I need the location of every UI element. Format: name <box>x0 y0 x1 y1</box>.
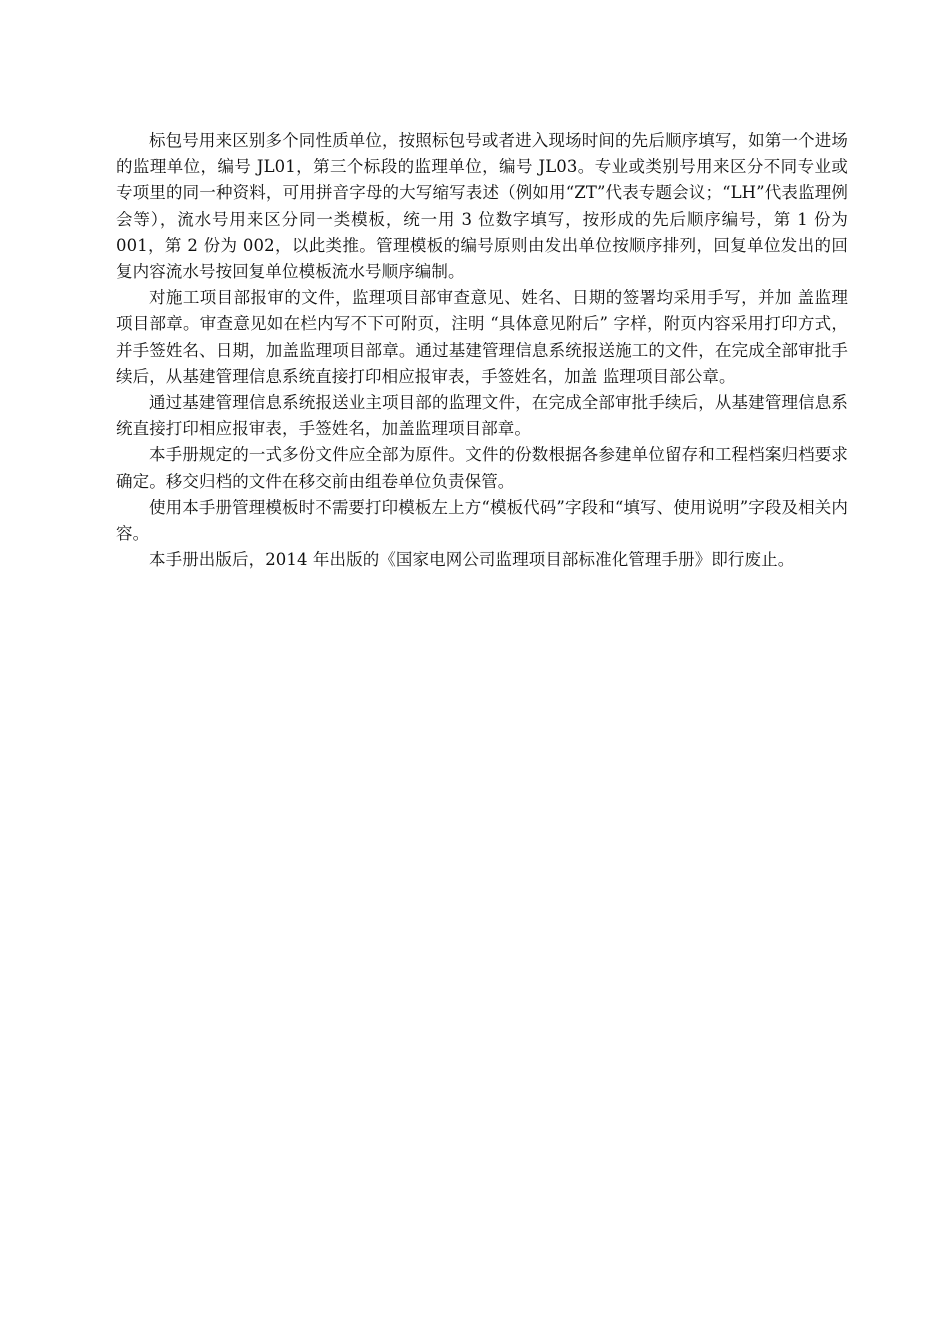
paragraph-template-printing: 使用本手册管理模板时不需要打印模板左上方“模板代码”字段和“填写、使用说明”字段及相关内容。 <box>116 497 848 544</box>
paragraph-review-signature: 对施工项目部报审的文件，监理项目部审查意见、姓名、日期的签署均采用手写，并加 盖监理项目部章。审查意见如在栏内写不下可附页，注明 “具体意见附后” 字样，附页内容采用打印方式，并手签姓名、日期，加盖监理项目部章。通过基建管理信息系统报送施工的文件，在完成全部审批手续后，从基建管理信息系统直接打印相应报审表，手签姓名，加盖 监理项目部公章。 <box>116 288 848 386</box>
paragraph-abolition: 本手册出版后，2014 年出版的《国家电网公司监理项目部标准化管理手册》即行废止。 <box>149 550 795 570</box>
paragraph-owner-submission: 通过基建管理信息系统报送业主项目部的监理文件，在完成全部审批手续后，从基建管理信息系统直接打印相应报审表，手签姓名，加盖监理项目部章。 <box>116 393 848 439</box>
document-body <box>116 128 848 573</box>
paragraph-numbering-rules: 标包号用来区别多个同性质单位，按照标包号或者进入现场时间的先后顺序填写，如第一个进场的监理单位，编号 JL01，第三个标段的监理单位，编号 JL03。专业或类别号用来区分不同专业或专项里的同一种资料，可用拼音字母的大写缩写表述（例如用“ZT”代表专题会议；“LH”代表监理例会等），流水号用来区分同一类模板，统一用 3 位数字填写，按形成的先后顺序编号，第 1 份为 001，第 2 份为 002，以此类推。管理模板的编号原则由发出单位按顺序排列，回复单位发出的回复内容流水号按回复单位模板流水号顺序编制。 <box>116 131 848 282</box>
paragraph-original-copies: 本手册规定的一式多份文件应全部为原件。文件的份数根据各参建单位留存和工程档案归档要求确定。移交归档的文件在移交前由组卷单位负责保管。 <box>116 445 848 491</box>
